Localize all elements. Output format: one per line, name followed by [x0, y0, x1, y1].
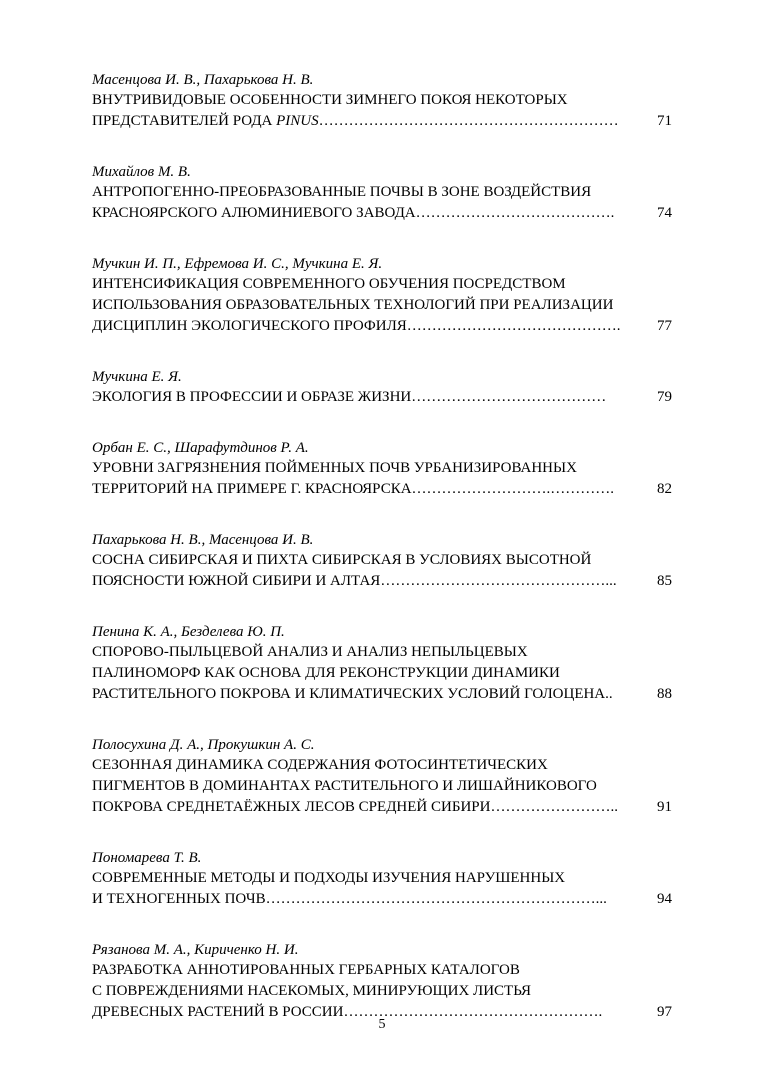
table-of-contents [92, 70, 682, 1023]
entry-title-line: СОСНА СИБИРСКАЯ И ПИХТА СИБИРСКАЯ В УСЛОВИЯХ ВЫСОТНОЙ [92, 552, 592, 568]
entry-title-text: И ТЕХНОГЕННЫХ ПОЧВ [92, 891, 266, 907]
entry-title-line: ИСПОЛЬЗОВАНИЯ ОБРАЗОВАТЕЛЬНЫХ ТЕХНОЛОГИЙ ПРИ РЕАЛИЗАЦИИ [92, 297, 614, 313]
entry-page-number: 82 [657, 481, 672, 497]
entry-title-line: ИНТЕНСИФИКАЦИЯ СОВРЕМЕННОГО ОБУЧЕНИЯ ПОСРЕДСТВОМ [92, 276, 566, 292]
toc-entry [92, 254, 682, 337]
dot-leader: ………………………………………... [380, 573, 617, 589]
entry-title-last-line [92, 316, 672, 337]
entry-page-number: 74 [657, 205, 672, 221]
entry-page-number: 94 [657, 891, 672, 907]
entry-title-last-line [92, 797, 672, 818]
entry-title-text: КРАСНОЯРСКОГО АЛЮМИНИЕВОГО ЗАВОДА [92, 205, 416, 221]
entry-title-line: ПАЛИНОМОРФ КАК ОСНОВА ДЛЯ РЕКОНСТРУКЦИИ ДИНАМИКИ [92, 665, 560, 681]
entry-title-last-line [92, 387, 672, 408]
entry-page-number: 71 [657, 113, 672, 129]
entry-title-text: ПОЯСНОСТИ ЮЖНОЙ СИБИРИ И АЛТАЯ [92, 573, 381, 589]
entry-page-number: 88 [657, 686, 672, 702]
entry-title-last-line [92, 571, 672, 592]
toc-entry [92, 162, 682, 224]
page-number: 5 [378, 1017, 386, 1032]
entry-title-text: ДИСЦИПЛИН ЭКОЛОГИЧЕСКОГО ПРОФИЛЯ [92, 318, 407, 334]
toc-entry [92, 530, 682, 592]
entry-page-number: 77 [657, 318, 672, 334]
entry-authors: Мучкин И. П., Ефремова И. С., Мучкина Е. Я. [92, 256, 383, 272]
entry-title-line: УРОВНИ ЗАГРЯЗНЕНИЯ ПОЙМЕННЫХ ПОЧВ УРБАНИЗИРОВАННЫХ [92, 460, 577, 476]
entry-title-line: РАЗРАБОТКА АННОТИРОВАННЫХ ГЕРБАРНЫХ КАТАЛОГОВ [92, 962, 520, 978]
entry-title-line: СОВРЕМЕННЫЕ МЕТОДЫ И ПОДХОДЫ ИЗУЧЕНИЯ НАРУШЕННЫХ [92, 870, 566, 886]
toc-entry [92, 438, 682, 500]
entry-title-text: РАСТИТЕЛЬНОГО ПОКРОВА И КЛИМАТИЧЕСКИХ УСЛОВИЙ ГОЛОЦЕНА.. [92, 686, 613, 702]
entry-title-last-line [92, 479, 672, 500]
entry-title-text: ДРЕВЕСНЫХ РАСТЕНИЙ В РОССИИ [92, 1004, 344, 1020]
entry-title-text: ПОКРОВА СРЕДНЕТАЁЖНЫХ ЛЕСОВ СРЕДНЕЙ СИБИРИ [92, 799, 491, 815]
entry-authors: Полосухина Д. А., Прокушкин А. С. [92, 737, 315, 753]
toc-entry [92, 940, 682, 1023]
entry-title-italic: PINUS [276, 113, 319, 129]
dot-leader: …………………………………. [415, 205, 615, 221]
entry-title-line: СЕЗОННАЯ ДИНАМИКА СОДЕРЖАНИЯ ФОТОСИНТЕТИЧЕСКИХ [92, 757, 548, 773]
entry-title-last-line [92, 203, 672, 224]
entry-authors: Масенцова И. В., Пахарькова Н. В. [92, 72, 314, 88]
entry-page-number: 91 [657, 799, 672, 815]
dot-leader: …………………………………………………………... [265, 891, 607, 907]
entry-authors: Пенина К. А., Безделева Ю. П. [92, 624, 285, 640]
entry-authors: Пахарькова Н. В., Масенцова И. В. [92, 532, 314, 548]
dot-leader: …………………………………………………… [318, 113, 619, 129]
entry-title-text: ПРЕДСТАВИТЕЛЕЙ РОДА [92, 113, 277, 129]
entry-authors: Михайлов М. В. [92, 164, 191, 180]
entry-title-last-line [92, 889, 672, 910]
toc-entry [92, 622, 682, 705]
dot-leader: ……………………………………………. [343, 1004, 603, 1020]
entry-title-last-line [92, 111, 672, 132]
entry-title-line: СПОРОВО-ПЫЛЬЦЕВОЙ АНАЛИЗ И АНАЛИЗ НЕПЫЛЬЦЕВЫХ [92, 644, 528, 660]
toc-entry [92, 735, 682, 818]
toc-entry [92, 367, 682, 408]
entry-title-line: С ПОВРЕЖДЕНИЯМИ НАСЕКОМЫХ, МИНИРУЮЩИХ ЛИСТЬЯ [92, 983, 532, 999]
toc-entry [92, 848, 682, 910]
dot-leader: …………………….. [490, 799, 618, 815]
toc-entry [92, 70, 682, 132]
entry-authors: Мучкина Е. Я. [92, 369, 182, 385]
dot-leader: ……………………………………. [406, 318, 621, 334]
entry-page-number: 97 [657, 1004, 672, 1020]
entry-title-last-line [92, 684, 672, 705]
entry-title-text: ЭКОЛОГИЯ В ПРОФЕССИИ И ОБРАЗЕ ЖИЗНИ [92, 389, 412, 405]
entry-title-line: ПИГМЕНТОВ В ДОМИНАНТАХ РАСТИТЕЛЬНОГО И ЛИШАЙНИКОВОГО [92, 778, 597, 794]
entry-page-number: 79 [657, 389, 672, 405]
entry-title-line: ВНУТРИВИДОВЫЕ ОСОБЕННОСТИ ЗИМНЕГО ПОКОЯ НЕКОТОРЫХ [92, 92, 568, 108]
entry-authors: Рязанова М. А., Кириченко Н. И. [92, 942, 299, 958]
entry-authors: Пономарева Т. В. [92, 850, 202, 866]
dot-leader: ……………………….…………. [411, 481, 615, 497]
dot-leader: ………………………………… [411, 389, 607, 405]
entry-authors: Орбан Е. С., Шарафутдинов Р. А. [92, 440, 309, 456]
entry-title-text: ТЕРРИТОРИЙ НА ПРИМЕРЕ Г. КРАСНОЯРСКА [92, 481, 412, 497]
entry-title-line: АНТРОПОГЕННО-ПРЕОБРАЗОВАННЫЕ ПОЧВЫ В ЗОНЕ ВОЗДЕЙСТВИЯ [92, 184, 592, 200]
entry-page-number: 85 [657, 573, 672, 589]
